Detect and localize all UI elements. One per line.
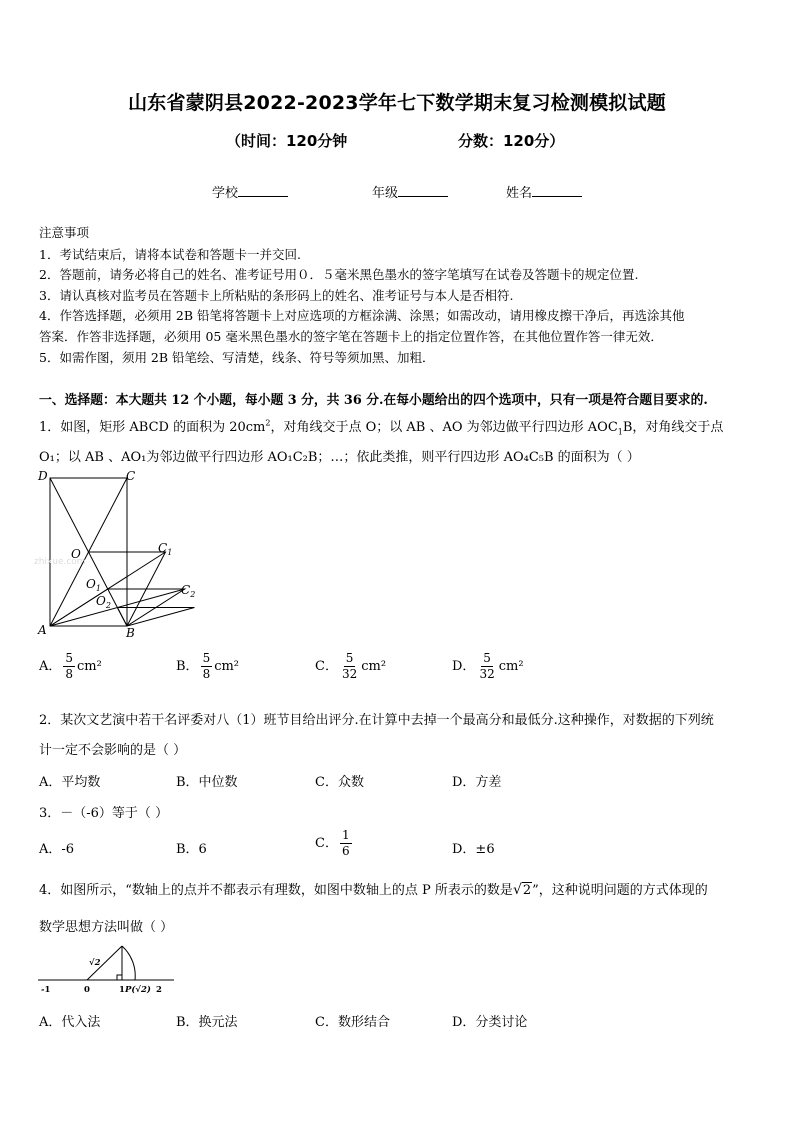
sqrt-symbol: √ <box>512 882 522 898</box>
name-blank <box>532 184 582 197</box>
q1-line2: O₁；以 AB 、AO₁为邻边做平行四边形 AO₁C₂B；…；依此类推，则平行四边形 AO₄C₅B 的面积为（ ） <box>39 450 640 465</box>
grade-blank <box>398 184 448 197</box>
q3-line1: 3．－（-6）等于（ ） <box>39 806 169 821</box>
q3-option-d: D．±6 <box>452 842 495 857</box>
segment-c3b <box>127 608 194 627</box>
exam-score: 分数：120分） <box>458 132 565 150</box>
exam-time: （时间：120分钟 <box>226 132 348 150</box>
tick-label: 1 <box>119 985 125 995</box>
label-o2: $O_2$ <box>96 594 111 610</box>
label-d: D <box>38 469 48 483</box>
segment-o2b <box>117 608 127 627</box>
q1-text-a: 1．如图，矩形 ABCD 的面积为 20cm <box>39 420 266 435</box>
q3-option-b: B．6 <box>176 842 207 857</box>
q4-line1: 4．如图所示，“数轴上的点并不都表示有理数，如图中数轴上的点 P 所表示的数是√2”，这种说明问题的方式体现的 <box>39 882 708 898</box>
q4-option-c: C．数形结合 <box>315 1015 390 1030</box>
q2-line2: 计一定不会影响的是（ ） <box>39 743 187 758</box>
q3-option-c: C． $\frac{1}{6}$ <box>315 828 350 858</box>
school-field <box>212 182 288 201</box>
q1-option-b: B． $\frac{5}{8}$ cm² <box>176 651 240 681</box>
section-heading: 一、选择题：本大题共 12 个小题，每小题 3 分，共 36 分.在每小题给出的四个选项中，只有一项是符合题目要求的. <box>39 393 708 408</box>
rectangle-figure <box>30 466 210 642</box>
q3-option-a: A．-6 <box>39 842 75 857</box>
q1-option-a: A． $\frac{5}{8}$ cm² <box>39 651 102 681</box>
name-label: 姓名 <box>506 186 533 201</box>
grade-field <box>372 182 448 201</box>
arc <box>122 946 135 980</box>
q2-option-a: A．平均数 <box>39 775 101 790</box>
q1-text-b: ，对角线交于点 O；以 AB 、AO 为邻边做平行四边形 AOC <box>270 420 618 435</box>
q2-option-c: C．众数 <box>315 775 364 790</box>
notice-heading: 注意事项 <box>39 225 90 240</box>
label-a: A <box>38 623 47 637</box>
number-line-figure <box>34 942 184 998</box>
grade-label: 年级 <box>372 186 399 201</box>
notice-item: 答案．作答非选择题，必须用 05 毫米黑色墨水的签字笔在答题卡上的指定位置作答，在其他位置作答一律无效． <box>39 329 663 344</box>
tick-label: -1 <box>41 985 51 995</box>
label-c1: $C_1$ <box>158 541 173 557</box>
q4-option-d: D．分类讨论 <box>452 1015 528 1030</box>
q1-sup: 2 <box>265 418 271 428</box>
q1-option-c: C． $\frac{5}{32}$ cm² <box>315 651 387 681</box>
notice-item: 4．作答选择题，必须用 2B 铅笔将答题卡上对应选项的方框涂满、涂黑；如需改动，请用橡皮擦干净后，再选涂其他 <box>39 308 685 323</box>
q1-text-c: B，对角线交于点 <box>622 420 724 435</box>
point-p-label: P(√2) <box>125 985 151 995</box>
tick-label: 0 <box>84 985 90 995</box>
sqrt-label: √2 <box>89 958 101 968</box>
q4-line2: 数学思想方法叫做（ ） <box>39 920 174 935</box>
q2-option-b: B．中位数 <box>176 775 238 790</box>
label-o: O <box>71 547 81 561</box>
q1-sub: 1 <box>617 427 623 437</box>
q4-option-a: A．代入法 <box>39 1015 101 1030</box>
school-label: 学校 <box>212 186 239 201</box>
q4-option-b: B．换元法 <box>176 1015 238 1030</box>
notice-item: 1．考试结束后，请将本试卷和答题卡一并交回. <box>39 247 301 262</box>
name-field <box>506 182 582 201</box>
label-c2: $C_2$ <box>181 583 196 599</box>
q1-option-d: D． $\frac{5}{32}$ cm² <box>452 651 524 681</box>
label-c: C <box>126 469 136 483</box>
notice-item: 3．请认真核对监考员在答题卡上所粘贴的条形码上的姓名、准考证号与本人是否相符. <box>39 288 514 303</box>
exam-title: 山东省蒙阴县2022-2023学年七下数学期末复习检测模拟试题 <box>128 92 666 114</box>
q2-option-d: D．方差 <box>452 775 502 790</box>
watermark-text: zhixue.com <box>34 557 86 567</box>
notice-item: 5．如需作图，须用 2B 铅笔绘、写清楚，线条、符号等须加黑、加粗． <box>39 350 435 365</box>
school-blank <box>238 184 288 197</box>
label-o1: $O_1$ <box>86 577 101 593</box>
right-angle-mark <box>117 975 122 980</box>
q2-line1: 2．某次文艺演中若干名评委对八（1）班节目给出评分.在计算中去掉一个最高分和最低分.这种操作，对数据的下列统 <box>39 713 714 728</box>
label-b: B <box>126 626 135 640</box>
tick-label: 2 <box>156 985 162 995</box>
q1-line1 <box>39 416 723 437</box>
notice-item: 2．答题前，请务必将自己的姓名、准考证号用０．５毫米黑色墨水的签字笔填写在试卷及答题卡的规定位置. <box>39 267 639 282</box>
